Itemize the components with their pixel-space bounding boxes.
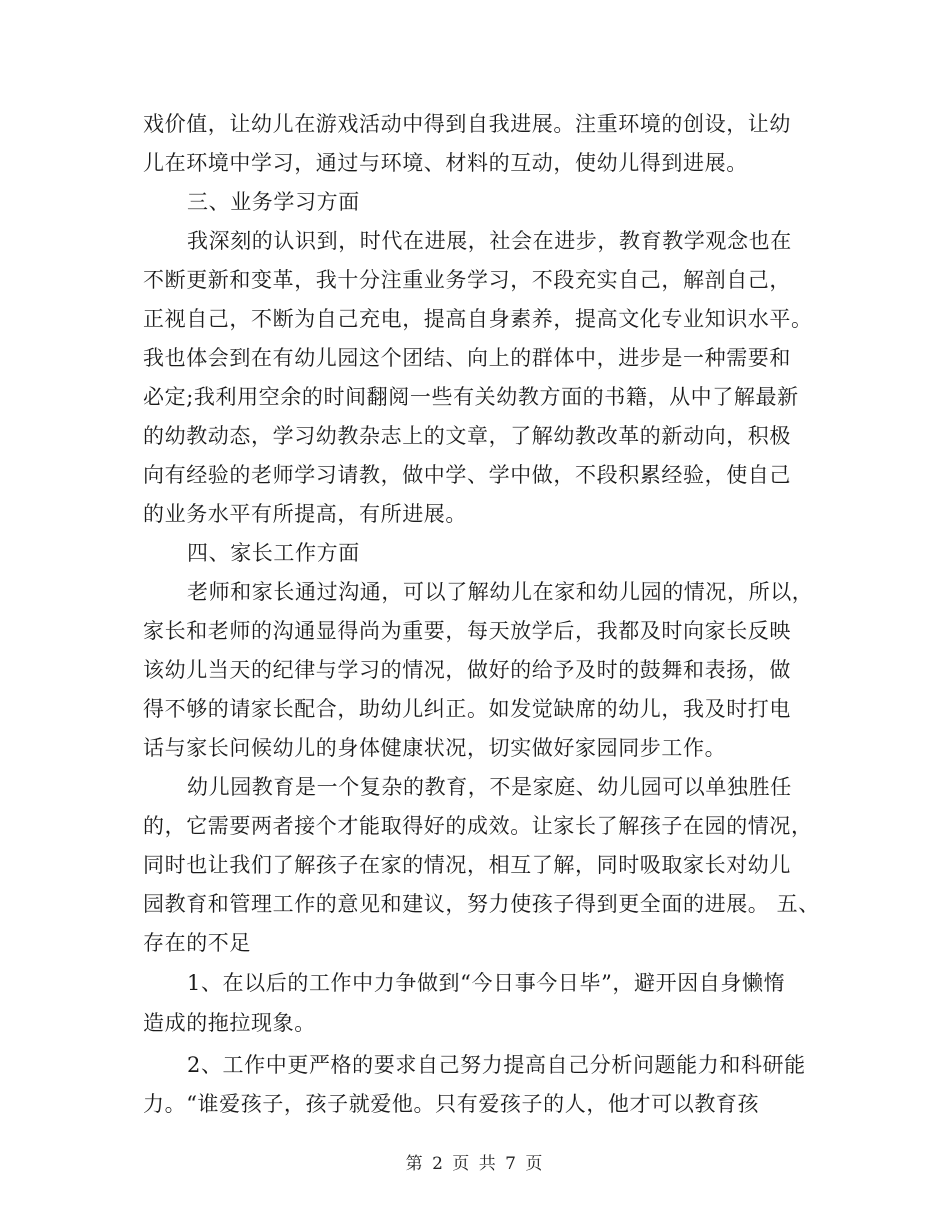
text-line: 我也体会到在有幼儿园这个团结、向上的群体中，进步是一种需要和	[143, 346, 791, 370]
text-line: 家长和老师的沟通显得尚为重要，每天放学后，我都及时向家长反映	[143, 619, 791, 643]
section-heading: 存在的不足	[143, 931, 251, 955]
text-line: 得不够的请家长配合，助幼儿纠正。如发觉缺席的幼儿，我及时打电	[143, 697, 791, 721]
text-line: 同时也让我们了解孩子在家的情况，相互了解，同时吸取家长对幼儿	[143, 853, 791, 877]
section-heading: 四、家长工作方面	[187, 541, 360, 565]
text-line: 戏价值，让幼儿在游戏活动中得到自我进展。注重环境的创设，让幼	[143, 112, 791, 136]
list-item-continuation: 造成的拖拉现象。	[143, 1011, 316, 1035]
text-line: 正视自己，不断为自己充电，提高自身素养，提高文化专业知识水平。	[143, 307, 813, 331]
page-number-footer: 第 2 页 共 7 页	[405, 1154, 545, 1174]
list-item: 2、工作中更严格的要求自己努力提高自己分析问题能力和科研能	[187, 1053, 806, 1077]
text-line: 不断更新和变革，我十分注重业务学习，不段充实自己，解剖自己，	[143, 268, 791, 292]
text-line: 园教育和管理工作的意见和建议，努力使孩子得到更全面的进展。 五、	[143, 892, 820, 916]
text-line: 的，它需要两者接个才能取得好的成效。让家长了解孩子在园的情况，	[143, 814, 813, 838]
list-item: 1、在以后的工作中力争做到“今日事今日毕”，避开因自身懒惰	[187, 971, 786, 995]
text-line: 该幼儿当天的纪律与学习的情况，做好的给予及时的鼓舞和表扬，做	[143, 658, 791, 682]
text-line: 老师和家长通过沟通，可以了解幼儿在家和幼儿园的情况，所以，	[187, 580, 814, 604]
text-line: 儿在环境中学习，通过与环境、材料的互动，使幼儿得到进展。	[143, 151, 748, 175]
text-line: 必定;我利用空余的时间翻阅一些有关幼教方面的书籍，从中了解最新	[143, 385, 799, 409]
text-line: 的幼教动态，学习幼教杂志上的文章，了解幼教改革的新动向，积极	[143, 424, 791, 448]
section-heading: 三、业务学习方面	[187, 190, 360, 214]
text-line: 向有经验的老师学习请教，做中学、学中做，不段积累经验，使自己	[143, 463, 791, 487]
text-line: 我深刻的认识到，时代在进展，社会在进步，教育教学观念也在	[187, 229, 792, 253]
text-line: 话与家长问候幼儿的身体健康状况，切实做好家园同步工作。	[143, 736, 727, 760]
text-line: 的业务水平有所提高，有所进展。	[143, 502, 467, 526]
list-item-continuation: 力。“谁爱孩子，孩子就爱他。只有爱孩子的人，他才可以教育孩	[143, 1092, 760, 1116]
text-line: 幼儿园教育是一个复杂的教育，不是家庭、幼儿园可以单独胜任	[187, 775, 792, 799]
